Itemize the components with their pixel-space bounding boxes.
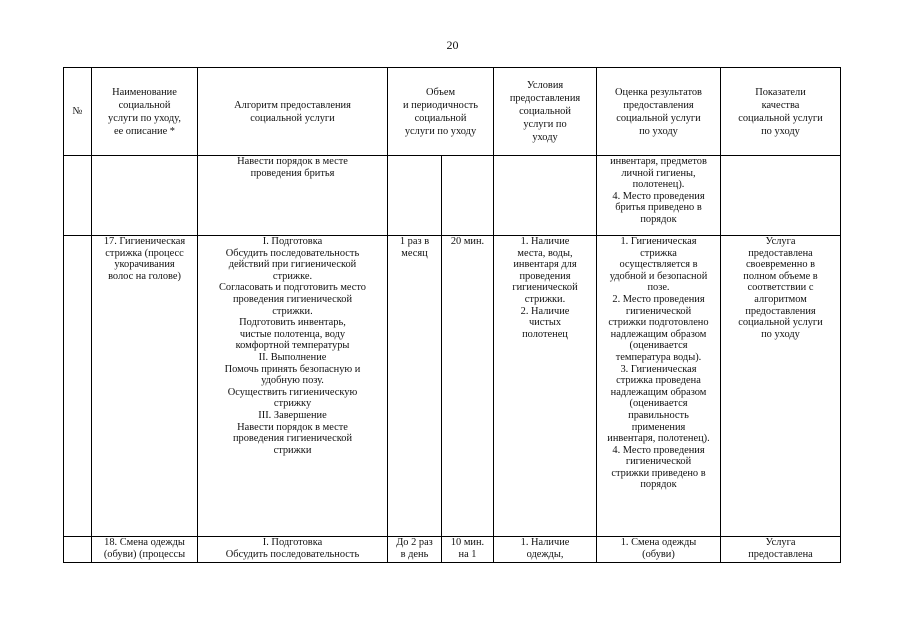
cell-text-line: стрижки. (524, 293, 566, 305)
cell-text-line: предоставлена (748, 247, 813, 259)
cell-duration (442, 537, 494, 563)
table-row (64, 236, 841, 537)
cell-text-line: 2. Место проведения (612, 293, 705, 305)
cell-text-line: стрижку (273, 398, 312, 410)
cell-text-line: 1. Гигиеническая (620, 236, 697, 247)
cell-text-line: стрижка проведена (616, 375, 701, 387)
cell-conditions (494, 236, 597, 537)
cell-algorithm (198, 537, 388, 563)
cell-text-line: До 2 раз (396, 537, 433, 548)
cell-text-line: услуги по уходу (404, 125, 477, 137)
cell-text-line: Показатели (755, 86, 806, 98)
cell-quality (721, 537, 841, 563)
cell-text-line: II. Выполнение (258, 351, 327, 363)
cell-frequency (388, 236, 442, 537)
cell-evaluation (597, 537, 721, 563)
cell-text-line: (оценивается (629, 340, 688, 352)
cell-text-line: Осуществить гигиеническую (227, 386, 358, 398)
cell-text-line: предоставления (509, 93, 581, 104)
services-table (63, 67, 841, 563)
page-number: 20 (446, 38, 459, 52)
cell-text-line: ее описание * (113, 125, 175, 137)
cell-text-line: Подготовить инвентарь, (239, 317, 346, 329)
cell-text-line: предоставлена (748, 548, 813, 560)
cell-text-line: алгоритмом (754, 293, 807, 305)
cell-text-line: 1. Наличие (520, 236, 570, 247)
cell-text-line: 4. Место проведения (612, 444, 705, 456)
cell-text-line: инвентаря для (513, 259, 577, 271)
cell-text-line: Обсудить последовательность (225, 548, 360, 560)
cell-num (64, 236, 92, 537)
cell-text-line: месяц (401, 247, 428, 259)
cell-text-line: стрижки подготовлено (608, 317, 709, 329)
cell-text-line: температура воды). (615, 351, 702, 363)
cell-text-line: гигиенической (512, 282, 578, 294)
cell-text-line: Навести порядок в месте (237, 421, 348, 433)
cell-text-line: гигиенической (625, 456, 692, 468)
cell-text-line: своевременно в (745, 259, 816, 271)
cell-text-line: 10 мин. (450, 537, 485, 548)
cell-text-line: Условия (526, 80, 564, 91)
header-algorithm (198, 68, 388, 156)
cell-text-line: (оценивается (629, 398, 688, 410)
cell-duration (442, 156, 494, 236)
cell-text-line: 18. Смена одежды (104, 537, 185, 548)
cell-text-line: 4. Место проведения (612, 190, 705, 202)
cell-text-line: Обсудить последовательность (225, 247, 360, 259)
cell-conditions (494, 156, 597, 236)
cell-quality (721, 236, 841, 537)
cell-text-line: соответствии с (747, 282, 814, 294)
cell-text-line: порядок (640, 479, 677, 491)
cell-algorithm (198, 236, 388, 537)
cell-text-line: Наименование (112, 86, 177, 98)
cell-text-line: одежды, (526, 548, 564, 560)
cell-text-line: 3. Гигиеническая (620, 363, 697, 375)
cell-text-line: волос на голове) (108, 270, 181, 282)
cell-text-line: стрижка (процесс (105, 247, 184, 259)
cell-name (92, 236, 198, 537)
cell-text-line: социальной услуги (250, 112, 335, 124)
cell-text-line: I. Подготовка (262, 537, 323, 548)
cell-text-line: и периодичность (403, 99, 478, 111)
header-conditions (494, 68, 597, 156)
cell-text-line: (обуви) (процессы (103, 548, 186, 560)
cell-text-line: III. Завершение (258, 409, 327, 421)
cell-text-line: по уходу (761, 125, 800, 137)
header-num: № (64, 68, 92, 156)
cell-text-line: проведения гигиенической (232, 433, 353, 445)
cell-quality (721, 156, 841, 236)
cell-text-line: предоставления (745, 305, 816, 317)
cell-text-line: социальной (519, 106, 571, 117)
cell-text-line: удобную позу. (261, 375, 324, 387)
table-header-row (64, 68, 841, 156)
cell-text-line: личной гигиены, (621, 167, 696, 179)
cell-text-line: комфортной температуры (235, 340, 350, 352)
cell-text-line: осуществляется в (619, 259, 698, 271)
cell-text-line: надлежащим образом (610, 328, 707, 340)
cell-evaluation (597, 156, 721, 236)
cell-text-line: 1. Смена одежды (620, 537, 697, 548)
cell-text-line: социальной услуги (738, 112, 823, 124)
cell-text-line: 1. Наличие (520, 537, 570, 548)
cell-text-line: стрижки (273, 444, 312, 456)
cell-text-line: предоставления (623, 99, 694, 111)
cell-conditions (494, 537, 597, 563)
cell-text-line: проведения гигиенической (232, 293, 353, 305)
cell-text-line: инвентаря, предметов (610, 156, 707, 167)
cell-text-line: социальной услуги (616, 112, 701, 124)
cell-text-line: Согласовать и подготовить место (218, 282, 366, 294)
cell-text-line: полотенец). (632, 179, 685, 191)
table-row (64, 156, 841, 236)
cell-text-line: стрижки. (272, 305, 313, 317)
cell-text-line: правильность (628, 409, 689, 421)
cell-text-line: (обуви) (642, 548, 675, 560)
cell-text-line: полном объеме в (743, 270, 818, 282)
cell-text-line: проведения бритья (250, 167, 335, 179)
cell-text-line: укорачивания (114, 259, 175, 271)
cell-text-line: удобной и безопасной (609, 270, 708, 282)
cell-text-line: стрижки приведено в (611, 467, 706, 479)
cell-algorithm (198, 156, 388, 236)
cell-text-line: порядок (640, 213, 677, 225)
cell-text-line: социальной услуги (738, 317, 823, 329)
cell-text-line: 20 мин. (450, 236, 485, 247)
cell-text-line: качества (761, 99, 800, 111)
cell-text-line: социальной (414, 112, 467, 124)
header-name (92, 68, 198, 156)
cell-text-line: надлежащим образом (610, 386, 707, 398)
cell-text-line: полотенец (522, 328, 568, 340)
cell-text-line: инвентаря, полотенец). (607, 433, 710, 445)
cell-frequency (388, 537, 442, 563)
cell-text-line: по уходу (639, 125, 678, 137)
cell-text-line: Навести порядок в месте (237, 156, 348, 167)
cell-text-line: бритья приведено в (615, 202, 702, 214)
cell-text-line: уходу (532, 132, 558, 143)
cell-text-line: места, воды, (517, 247, 573, 259)
cell-text-line: услуги по (523, 119, 567, 130)
cell-text-line: Оценка результатов (615, 86, 702, 98)
cell-num (64, 537, 92, 563)
header-evaluation (597, 68, 721, 156)
cell-text-line: гигиенической (625, 305, 692, 317)
cell-text-line: Услуга (765, 537, 796, 548)
header-volume (388, 68, 494, 156)
cell-evaluation (597, 236, 721, 537)
cell-text-line: действий при гигиенической (228, 259, 357, 271)
cell-text-line: услуги по уходу, (108, 112, 181, 124)
cell-text-line: 1 раз в (399, 236, 430, 247)
cell-text-line: по уходу (761, 328, 800, 340)
cell-text-line: Услуга (765, 236, 796, 247)
cell-text-line: 2. Наличие (520, 305, 570, 317)
cell-text-line: Объем (425, 86, 456, 98)
cell-text-line: стрижке. (272, 270, 313, 282)
cell-text-line: позе. (647, 282, 670, 294)
cell-text-line: на 1 (458, 548, 477, 560)
cell-duration (442, 236, 494, 537)
cell-text-line: чистые полотенца, воду (239, 328, 346, 340)
cell-name (92, 156, 198, 236)
header-quality (721, 68, 841, 156)
cell-text-line: стрижка (640, 247, 677, 259)
cell-frequency (388, 156, 442, 236)
table-row (64, 537, 841, 563)
cell-text-line: в день (400, 548, 429, 560)
cell-num (64, 156, 92, 236)
cell-text-line: Помочь принять безопасную и (224, 363, 361, 375)
cell-text-line: Алгоритм предоставления (234, 99, 351, 111)
cell-text-line: I. Подготовка (262, 236, 323, 247)
cell-text-line: применения (631, 421, 686, 433)
cell-text-line: проведения (519, 270, 571, 282)
cell-text-line: социальной (118, 99, 171, 111)
cell-name (92, 537, 198, 563)
cell-text-line: чистых (528, 317, 562, 329)
cell-text-line: 17. Гигиеническая (103, 236, 186, 247)
